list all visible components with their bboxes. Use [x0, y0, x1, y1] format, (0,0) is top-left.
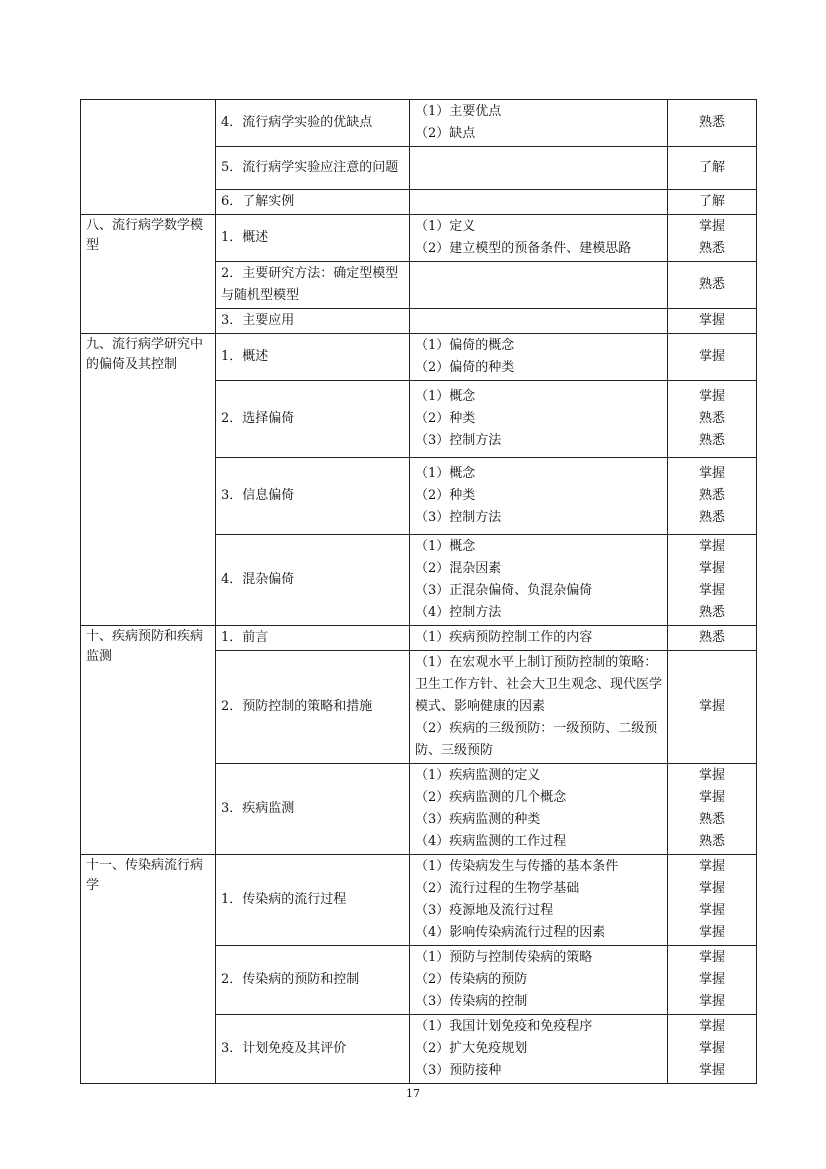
level-cell	[668, 190, 757, 215]
point-item: （1）疾病预防控制工作的内容	[415, 630, 593, 645]
level-item: 掌握	[698, 219, 725, 234]
point-item: （1）疾病监测的定义	[415, 768, 541, 783]
topic-cell: 1．概述	[216, 215, 410, 262]
point-item: （1）主要优点	[415, 104, 502, 119]
topic-cell: 1．概述	[216, 334, 410, 381]
level-item: 掌握	[698, 583, 725, 598]
page-number: 17	[406, 1087, 420, 1100]
point-item: （1）偏倚的概念	[415, 338, 515, 353]
level-item: 熟悉	[698, 812, 725, 827]
level-cell	[668, 651, 757, 764]
point-item: （1）传染病发生与传播的基本条件	[415, 859, 619, 874]
topic-cell: 1．传染病的流行过程	[216, 855, 410, 946]
level-item: 掌握	[698, 349, 725, 364]
point-item: （1）预防与控制传染病的策略	[415, 950, 593, 965]
points-cell	[410, 309, 668, 334]
level-cell	[668, 764, 757, 855]
level-item: 熟悉	[698, 488, 725, 503]
point-item: （3）传染病的控制	[415, 994, 528, 1009]
level-cell	[668, 1015, 757, 1084]
point-item: （4）影响传染病流行过程的因素	[415, 925, 606, 940]
level-item: 掌握	[698, 859, 725, 874]
point-item: （4）控制方法	[415, 605, 502, 620]
topic-cell: 4．混杂偏倚	[216, 535, 410, 626]
level-item: 了解	[698, 194, 725, 209]
topic-cell: 3．信息偏倚	[216, 458, 410, 535]
table-row	[81, 100, 757, 147]
level-item: 熟悉	[698, 241, 725, 256]
topic-cell: 4．流行病学实验的优缺点	[216, 100, 410, 147]
points-cell	[410, 458, 668, 535]
topic-cell: 2．选择偏倚	[216, 381, 410, 458]
level-item: 熟悉	[698, 605, 725, 620]
level-cell	[668, 535, 757, 626]
level-cell	[668, 309, 757, 334]
points-cell	[410, 1015, 668, 1084]
chapter-cell	[81, 100, 216, 215]
level-cell	[668, 458, 757, 535]
level-item: 熟悉	[698, 277, 725, 292]
level-cell	[668, 626, 757, 651]
level-cell	[668, 334, 757, 381]
point-item: （2）扩大免疫规划	[415, 1041, 528, 1056]
level-item: 熟悉	[698, 115, 725, 130]
level-item: 了解	[698, 160, 725, 175]
chapter-cell: 十一、传染病流行病学	[81, 855, 216, 1084]
point-item: （1）我国计划免疫和免疫程序	[415, 1019, 593, 1034]
points-cell	[410, 215, 668, 262]
topic-cell: 2．主要研究方法：确定型模型与随机型模型	[216, 262, 410, 309]
points-cell	[410, 190, 668, 215]
table-row	[81, 334, 757, 381]
points-cell	[410, 100, 668, 147]
point-item: （1）概念	[415, 389, 476, 404]
points-cell	[410, 651, 668, 764]
points-cell	[410, 855, 668, 946]
topic-cell: 1．前言	[216, 626, 410, 651]
level-item: 熟悉	[698, 411, 725, 426]
topic-cell: 5．流行病学实验应注意的问题	[216, 147, 410, 190]
level-item: 掌握	[698, 389, 725, 404]
point-item: （1）概念	[415, 539, 476, 554]
point-item: （4）疾病监测的工作过程	[415, 834, 567, 849]
point-item: （3）正混杂偏倚、负混杂偏倚	[415, 583, 593, 598]
level-item: 掌握	[698, 790, 725, 805]
point-item: （2）偏倚的种类	[415, 360, 515, 375]
level-cell	[668, 215, 757, 262]
level-cell	[668, 100, 757, 147]
point-item: （3）预防接种	[415, 1063, 502, 1078]
level-item: 掌握	[698, 881, 725, 896]
points-cell	[410, 764, 668, 855]
level-item: 掌握	[698, 313, 725, 328]
level-cell	[668, 946, 757, 1015]
point-item: （2）建立模型的预备条件、建模思路	[415, 241, 632, 256]
level-item: 掌握	[698, 1041, 725, 1056]
table-row	[81, 855, 757, 946]
point-item: （2）疾病的三级预防：一级预防、二级预防、三级预防	[415, 721, 658, 758]
point-item: （2）疾病监测的几个概念	[415, 790, 567, 805]
point-item: （1）在宏观水平上制订预防控制的策略：卫生工作方针、社会大卫生观念、现代医学模式、影响健康的因素	[415, 655, 663, 714]
point-item: （3）控制方法	[415, 433, 502, 448]
level-item: 熟悉	[698, 433, 725, 448]
points-cell	[410, 946, 668, 1015]
topic-cell: 3．主要应用	[216, 309, 410, 334]
level-item: 掌握	[698, 1063, 725, 1078]
topic-cell: 3．计划免疫及其评价	[216, 1015, 410, 1084]
level-item: 掌握	[698, 466, 725, 481]
level-cell	[668, 147, 757, 190]
table-row	[81, 215, 757, 262]
topic-cell: 2．传染病的预防和控制	[216, 946, 410, 1015]
level-cell	[668, 262, 757, 309]
level-item: 掌握	[698, 972, 725, 987]
points-cell	[410, 626, 668, 651]
level-item: 熟悉	[698, 834, 725, 849]
point-item: （2）传染病的预防	[415, 972, 528, 987]
level-cell	[668, 381, 757, 458]
level-item: 掌握	[698, 925, 725, 940]
point-item: （1）概念	[415, 466, 476, 481]
topic-cell: 3．疾病监测	[216, 764, 410, 855]
point-item: （2）种类	[415, 488, 476, 503]
point-item: （2）流行过程的生物学基础	[415, 881, 580, 896]
point-item: （1）定义	[415, 219, 476, 234]
level-item: 熟悉	[698, 510, 725, 525]
points-cell	[410, 147, 668, 190]
level-item: 掌握	[698, 561, 725, 576]
point-item: （3）控制方法	[415, 510, 502, 525]
points-cell	[410, 535, 668, 626]
level-item: 掌握	[698, 768, 725, 783]
topic-cell: 6．了解实例	[216, 190, 410, 215]
level-item: 掌握	[698, 539, 725, 554]
table-row	[81, 626, 757, 651]
point-item: （2）种类	[415, 411, 476, 426]
chapter-cell: 八、流行病学数学模型	[81, 215, 216, 334]
topic-cell: 2．预防控制的策略和措施	[216, 651, 410, 764]
level-item: 掌握	[698, 950, 725, 965]
points-cell	[410, 262, 668, 309]
point-item: （3）疫源地及流行过程	[415, 903, 554, 918]
point-item: （2）缺点	[415, 126, 476, 141]
level-cell	[668, 855, 757, 946]
point-item: （3）疾病监测的种类	[415, 812, 541, 827]
level-item: 熟悉	[698, 630, 725, 645]
chapter-cell: 十、疾病预防和疾病监测	[81, 626, 216, 855]
level-item: 掌握	[698, 699, 725, 714]
level-item: 掌握	[698, 903, 725, 918]
chapter-cell: 九、流行病学研究中的偏倚及其控制	[81, 334, 216, 626]
points-cell	[410, 381, 668, 458]
level-item: 掌握	[698, 994, 725, 1009]
point-item: （2）混杂因素	[415, 561, 502, 576]
level-item: 掌握	[698, 1019, 725, 1034]
syllabus-table	[80, 99, 757, 1084]
points-cell	[410, 334, 668, 381]
